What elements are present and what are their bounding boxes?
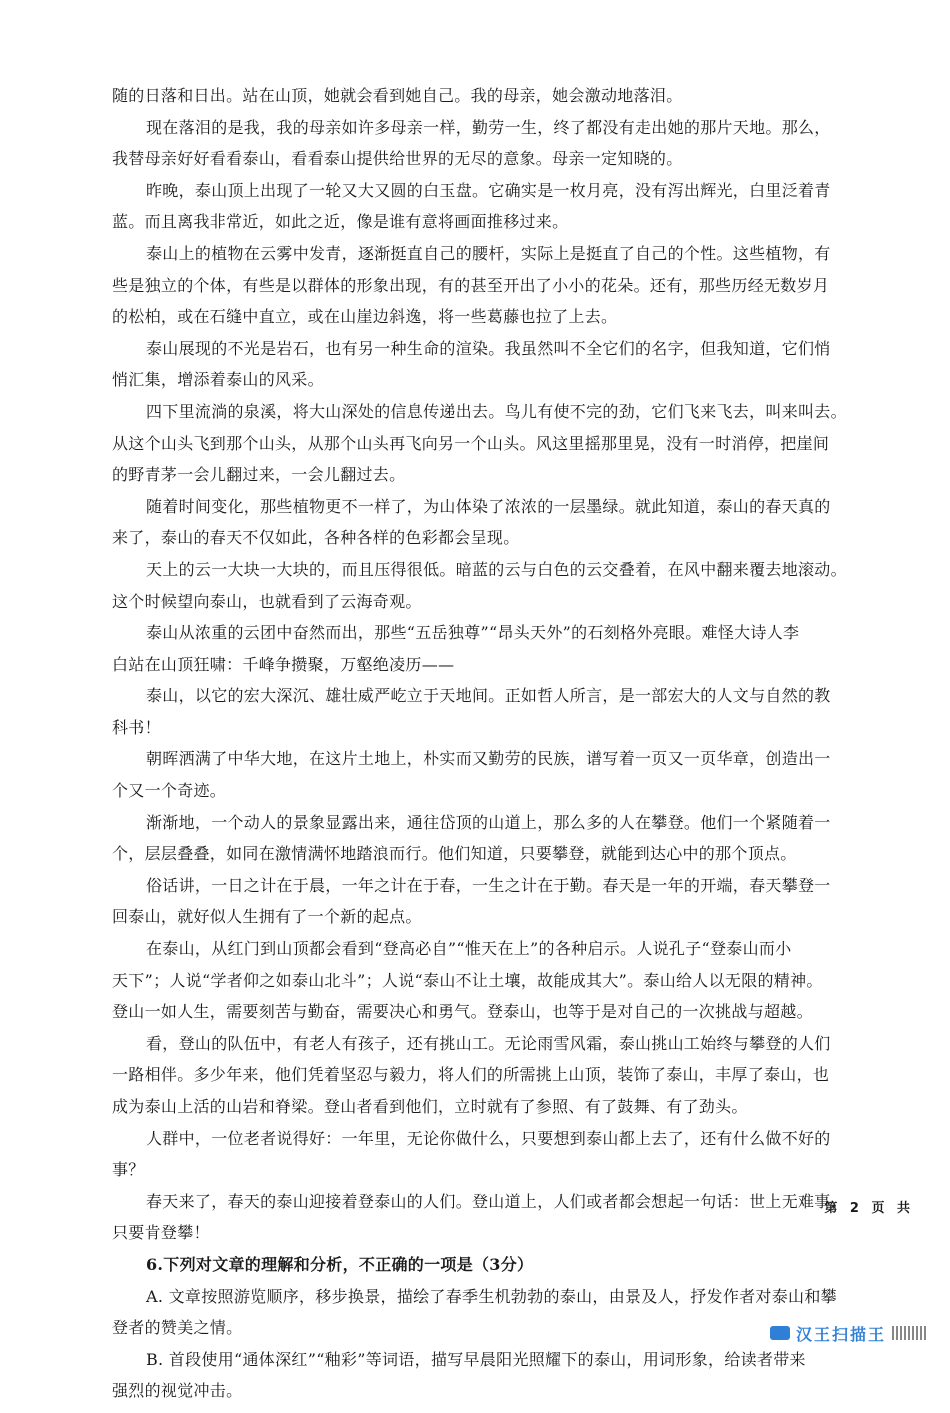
text-line: 天上的云一大块一大块的，而且压得很低。暗蓝的云与白色的云交叠着，在风中翻来覆去地滚动。	[146, 559, 847, 579]
text-line: 我替母亲好好看看泰山，看看泰山提供给世界的无尽的意象。母亲一定知晓的。	[112, 149, 683, 169]
text-line: 个又一个奇迹。	[112, 781, 227, 801]
document-body	[112, 86, 902, 1413]
text-line: 一路相伴。多少年来，他们凭着坚忍与毅力，将人们的所需挑上山顶，装饰了泰山，丰厚了泰山，也	[112, 1065, 830, 1085]
text-line: 成为泰山上活的山岩和脊梁。登山者看到他们，立时就有了参照、有了鼓舞、有了劲头。	[112, 1097, 748, 1116]
text-line: 朝晖洒满了中华大地，在这片土地上，朴实而又勤劳的民族，谱写着一页又一页华章，创造出一	[146, 749, 831, 769]
text-line: 渐渐地，一个动人的景象显露出来，通往岱顶的山道上，那么多的人在攀登。他们一个紧随着一	[146, 812, 831, 832]
text-line: A. 文章按照游览顺序，移步换景，描绘了春季生机勃勃的泰山，由景及人，抒发作者对泰山和攀	[146, 1286, 837, 1306]
text-line: 泰山从浓重的云团中奋然而出，那些“五岳独尊”“昂头天外”的石刻格外亮眼。难怪大诗人李	[146, 623, 800, 643]
text-line: 科书！	[112, 717, 161, 737]
scanner-watermark	[770, 1322, 950, 1344]
scanner-logo-icon	[770, 1326, 790, 1340]
text-line: 泰山展现的不光是岩石，也有另一种生命的渲染。我虽然叫不全它们的名字，但我知道，它们悄	[146, 338, 831, 358]
qr-code-icon	[892, 1326, 928, 1340]
text-line: 悄汇集，增添着泰山的风采。	[112, 370, 324, 390]
text-line: 的野青茅一会儿翻过来，一会儿翻过去。	[112, 465, 406, 485]
text-line: 俗话讲，一日之计在于晨，一年之计在于春，一生之计在于勤。春天是一年的开端，春天攀登一	[146, 875, 831, 895]
text-line: 现在落泪的是我，我的母亲如许多母亲一样，勤劳一生，终了都没有走出她的那片天地。那么，	[146, 117, 831, 137]
text-line: 登者的赞美之情。	[112, 1318, 243, 1338]
scanner-watermark-text: 汉王扫描王	[796, 1324, 887, 1344]
text-line: 白站在山顶狂啸：千峰争攒聚，万壑绝凌历——	[112, 654, 455, 674]
text-line: 事？	[112, 1160, 145, 1180]
text-line: 人群中，一位老者说得好：一年里，无论你做什么，只要想到泰山都上去了，还有什么做不好的	[146, 1128, 831, 1148]
text-line: 强烈的视觉冲击。	[112, 1381, 243, 1401]
text-line: 些是独立的个体，有些是以群体的形象出现，有的甚至开出了小小的花朵。还有，那些历经无数岁月	[112, 275, 830, 295]
text-line: 个，层层叠叠，如同在激情满怀地踏浪而行。他们知道，只要攀登，就能到达心中的那个顶点。	[112, 844, 797, 864]
page-number: 第 2 页 共	[824, 1201, 914, 1216]
text-line: 来了，泰山的春天不仅如此，各种各样的色彩都会呈现。	[112, 528, 520, 548]
text-line: 蓝。而且离我非常近，如此之近，像是谁有意将画面推移过来。	[112, 212, 569, 232]
text-line: 这个时候望向泰山，也就看到了云海奇观。	[112, 591, 422, 611]
text-line: 回泰山，就好似人生拥有了一个新的起点。	[112, 907, 422, 927]
text-line: 昨晚，泰山顶上出现了一轮又大又圆的白玉盘。它确实是一枚月亮，没有泻出辉光，白里泛着青	[146, 180, 831, 200]
text-line: 的松柏，或在石缝中直立，或在山崖边斜逸，将一些葛藤也拉了上去。	[112, 307, 618, 327]
text-line: 四下里流淌的泉溪，将大山深处的信息传递出去。鸟儿有使不完的劲，它们飞来飞去，叫来叫去。	[146, 401, 847, 421]
text-line: 天下”；人说“学者仰之如泰山北斗”；人说“泰山不让土壤，故能成其大”。泰山给人以无限的精神。	[112, 970, 823, 990]
text-line: 随的日落和日出。站在山顶，她就会看到她自己。我的母亲，她会激动地落泪。	[112, 86, 683, 105]
text-line: 春天来了，春天的泰山迎接着登泰山的人们。登山道上，人们或者都会想起一句话：世上无难事，	[146, 1191, 847, 1211]
text-line: 登山一如人生，需要刻苦与勤奋，需要决心和勇气。登泰山，也等于是对自己的一次挑战与超越。	[112, 1002, 813, 1022]
text-line: 随着时间变化，那些植物更不一样了，为山体染了浓浓的一层墨绿。就此知道，泰山的春天真的	[146, 496, 831, 516]
text-line: 泰山，以它的宏大深沉、雄壮威严屹立于天地间。正如哲人所言，是一部宏大的人文与自然的教	[146, 686, 831, 706]
text-line: 泰山上的植物在云雾中发青，逐渐挺直自己的腰杆，实际上是挺直了自己的个性。这些植物，有	[146, 243, 831, 263]
text-line: 看，登山的队伍中，有老人有孩子，还有挑山工。无论雨雪风霜，泰山挑山工始终与攀登的人们	[146, 1033, 831, 1053]
text-line: 从这个山头飞到那个山头，从那个山头再飞向另一个山头。风这里摇那里晃，没有一时消停，把崖间	[112, 433, 830, 453]
text-line: 在泰山，从红门到山顶都会看到“登高必自”“惟天在上”的各种启示。人说孔子“登泰山而小	[146, 939, 792, 959]
text-line: 只要肯登攀！	[112, 1223, 210, 1243]
text-line: B. 首段使用“通体深红”“釉彩”等词语，描写早晨阳光照耀下的泰山，用词形象，给读者带来	[146, 1349, 806, 1369]
question-line: 6.下列对文章的理解和分析，不正确的一项是（3分）	[146, 1254, 534, 1274]
